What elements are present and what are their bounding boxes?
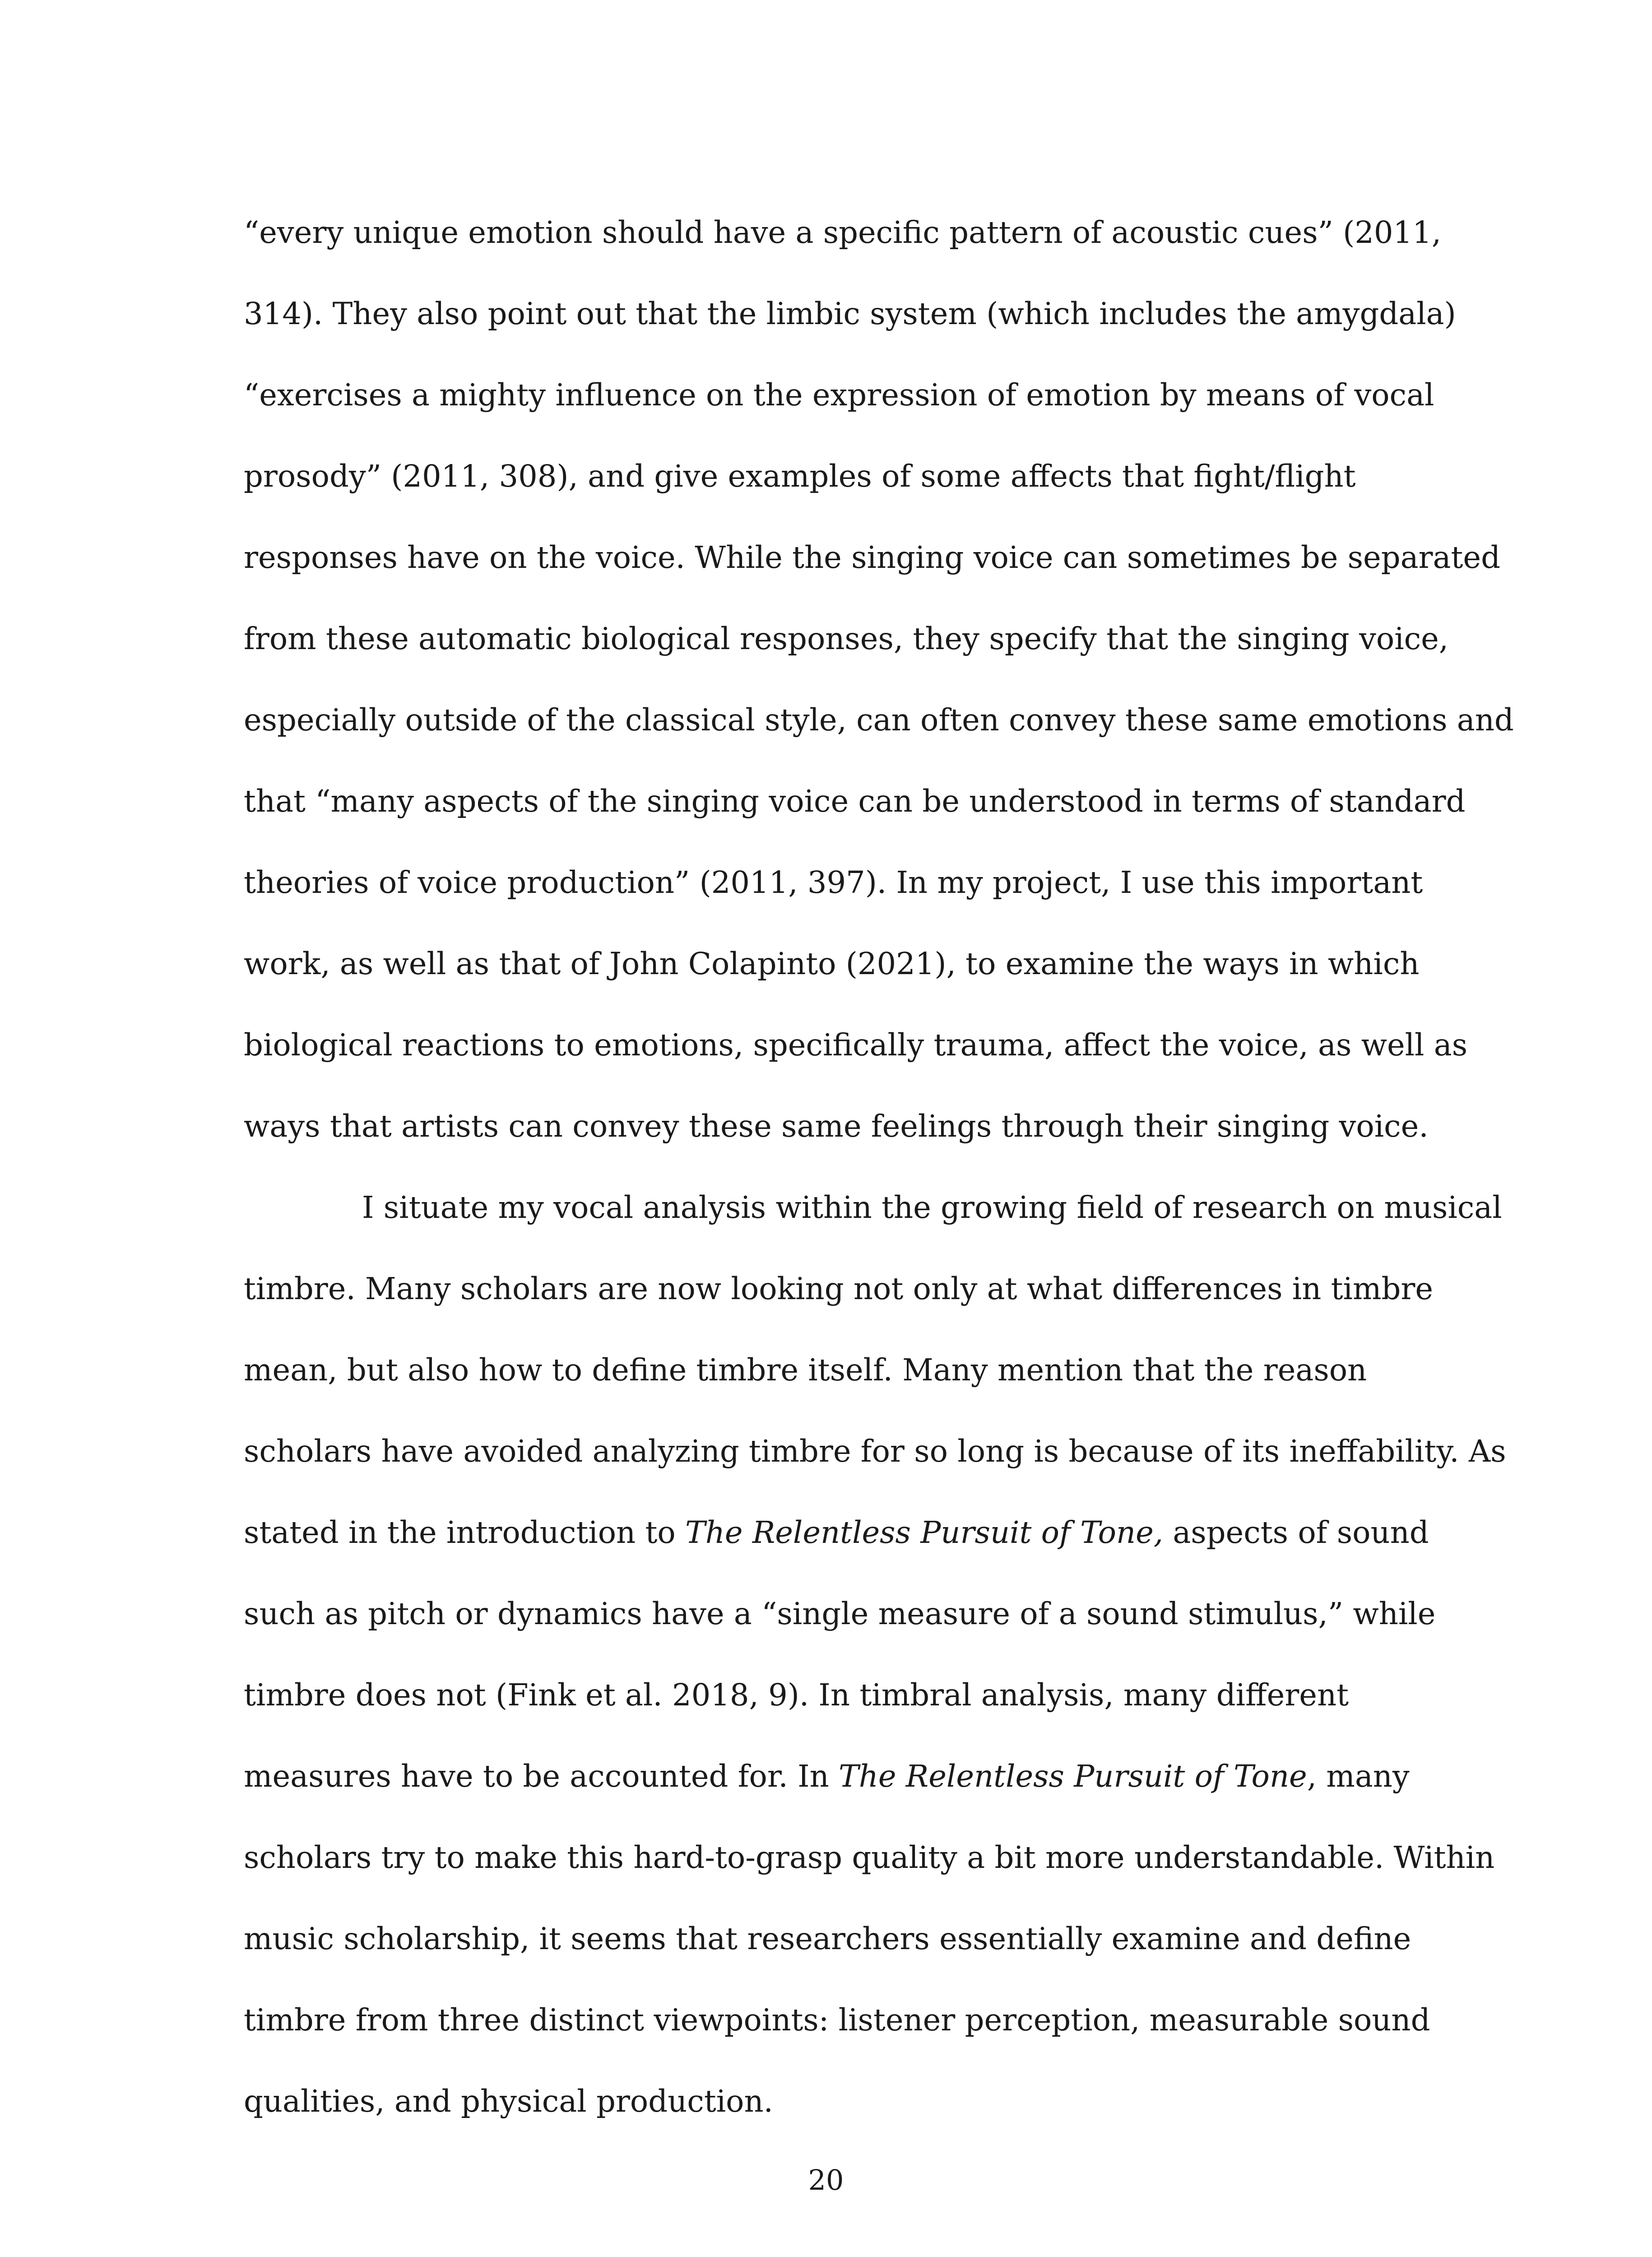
text-line — [244, 1918, 1417, 2000]
text-segment: “every unique emotion should have a specific pattern of acoustic cues” (2011, — [244, 215, 1442, 250]
body-text — [244, 212, 1514, 2162]
text-line — [244, 1837, 1495, 1918]
italic-title: The Relentless Pursuit of Tone — [839, 1759, 1307, 1794]
text-segment: that “many aspects of the singing voice can be understood in terms of standard — [244, 784, 1466, 819]
text-segment: “exercises a mighty influence on the expression of emotion by means of vocal — [244, 377, 1434, 413]
text-line — [244, 1187, 1502, 1268]
text-segment: prosody” (2011, 308), and give examples of some affects that fight/flight — [244, 459, 1356, 494]
text-line — [244, 212, 1442, 293]
text-line — [244, 2000, 1430, 2081]
text-segment: from these automatic biological responses, they specify that the singing voice, — [244, 621, 1449, 656]
text-segment: such as pitch or dynamics have a “single measure of a sound stimulus,” while — [244, 1596, 1436, 1631]
text-segment: especially outside of the classical style, can often convey these same emotions and — [244, 702, 1514, 738]
text-segment: aspects of sound — [1163, 1515, 1429, 1550]
text-segment: biological reactions to emotions, specifically trauma, affect the voice, as well as — [244, 1027, 1468, 1063]
text-line — [244, 1268, 1434, 1350]
text-segment: ways that artists can convey these same feelings through their singing voice. — [244, 1109, 1429, 1144]
text-line — [244, 700, 1514, 781]
text-segment: measures have to be accounted for. In — [244, 1759, 839, 1794]
italic-title: The Relentless Pursuit of Tone, — [685, 1515, 1164, 1550]
text-line — [244, 1350, 1417, 1431]
text-segment: timbre does not (Fink et al. 2018, 9). In timbral analysis, many different — [244, 1677, 1349, 1713]
text-line — [244, 1675, 1417, 1756]
text-line — [244, 943, 1420, 1025]
text-segment: scholars have avoided analyzing timbre for so long is because of its ineffability. As — [244, 1434, 1506, 1469]
text-segment: timbre from three distinct viewpoints: listener perception, measurable sound — [244, 2002, 1430, 2038]
text-segment: work, as well as that of John Colapinto (2021), to examine the ways in which — [244, 946, 1420, 981]
text-line — [244, 1512, 1429, 1593]
text-line — [244, 456, 1417, 537]
text-line — [244, 1593, 1436, 1675]
text-segment: I situate my vocal analysis within the growing field of research on musical — [362, 1190, 1502, 1225]
text-line — [244, 293, 1456, 375]
text-segment: theories of voice production” (2011, 397). In my project, I use this important — [244, 865, 1423, 900]
page-number: 20 — [808, 2164, 844, 2197]
text-line — [244, 1756, 1417, 1837]
text-line — [244, 618, 1449, 700]
text-segment: stated in the introduction to — [244, 1515, 686, 1550]
text-line — [244, 537, 1500, 618]
text-segment: timbre. Many scholars are now looking not only at what differences in timbre — [244, 1271, 1434, 1306]
text-segment: , many — [1307, 1759, 1410, 1794]
text-line — [244, 862, 1423, 943]
text-line — [244, 1431, 1506, 1512]
text-segment: mean, but also how to define timbre itself. Many mention that the reason — [244, 1352, 1367, 1388]
text-line — [244, 2081, 1417, 2162]
text-line — [244, 1106, 1429, 1187]
text-segment: music scholarship, it seems that researchers essentially examine and define — [244, 1921, 1411, 1956]
text-line — [244, 375, 1434, 456]
text-line — [244, 781, 1466, 862]
text-segment: qualities, and physical production. — [244, 2084, 773, 2119]
text-segment: 314). They also point out that the limbic system (which includes the amygdala) — [244, 296, 1456, 331]
text-segment: responses have on the voice. While the singing voice can sometimes be separated — [244, 540, 1500, 575]
text-segment: scholars try to make this hard-to-grasp quality a bit more understandable. Within — [244, 1840, 1495, 1875]
text-line — [244, 1025, 1468, 1106]
